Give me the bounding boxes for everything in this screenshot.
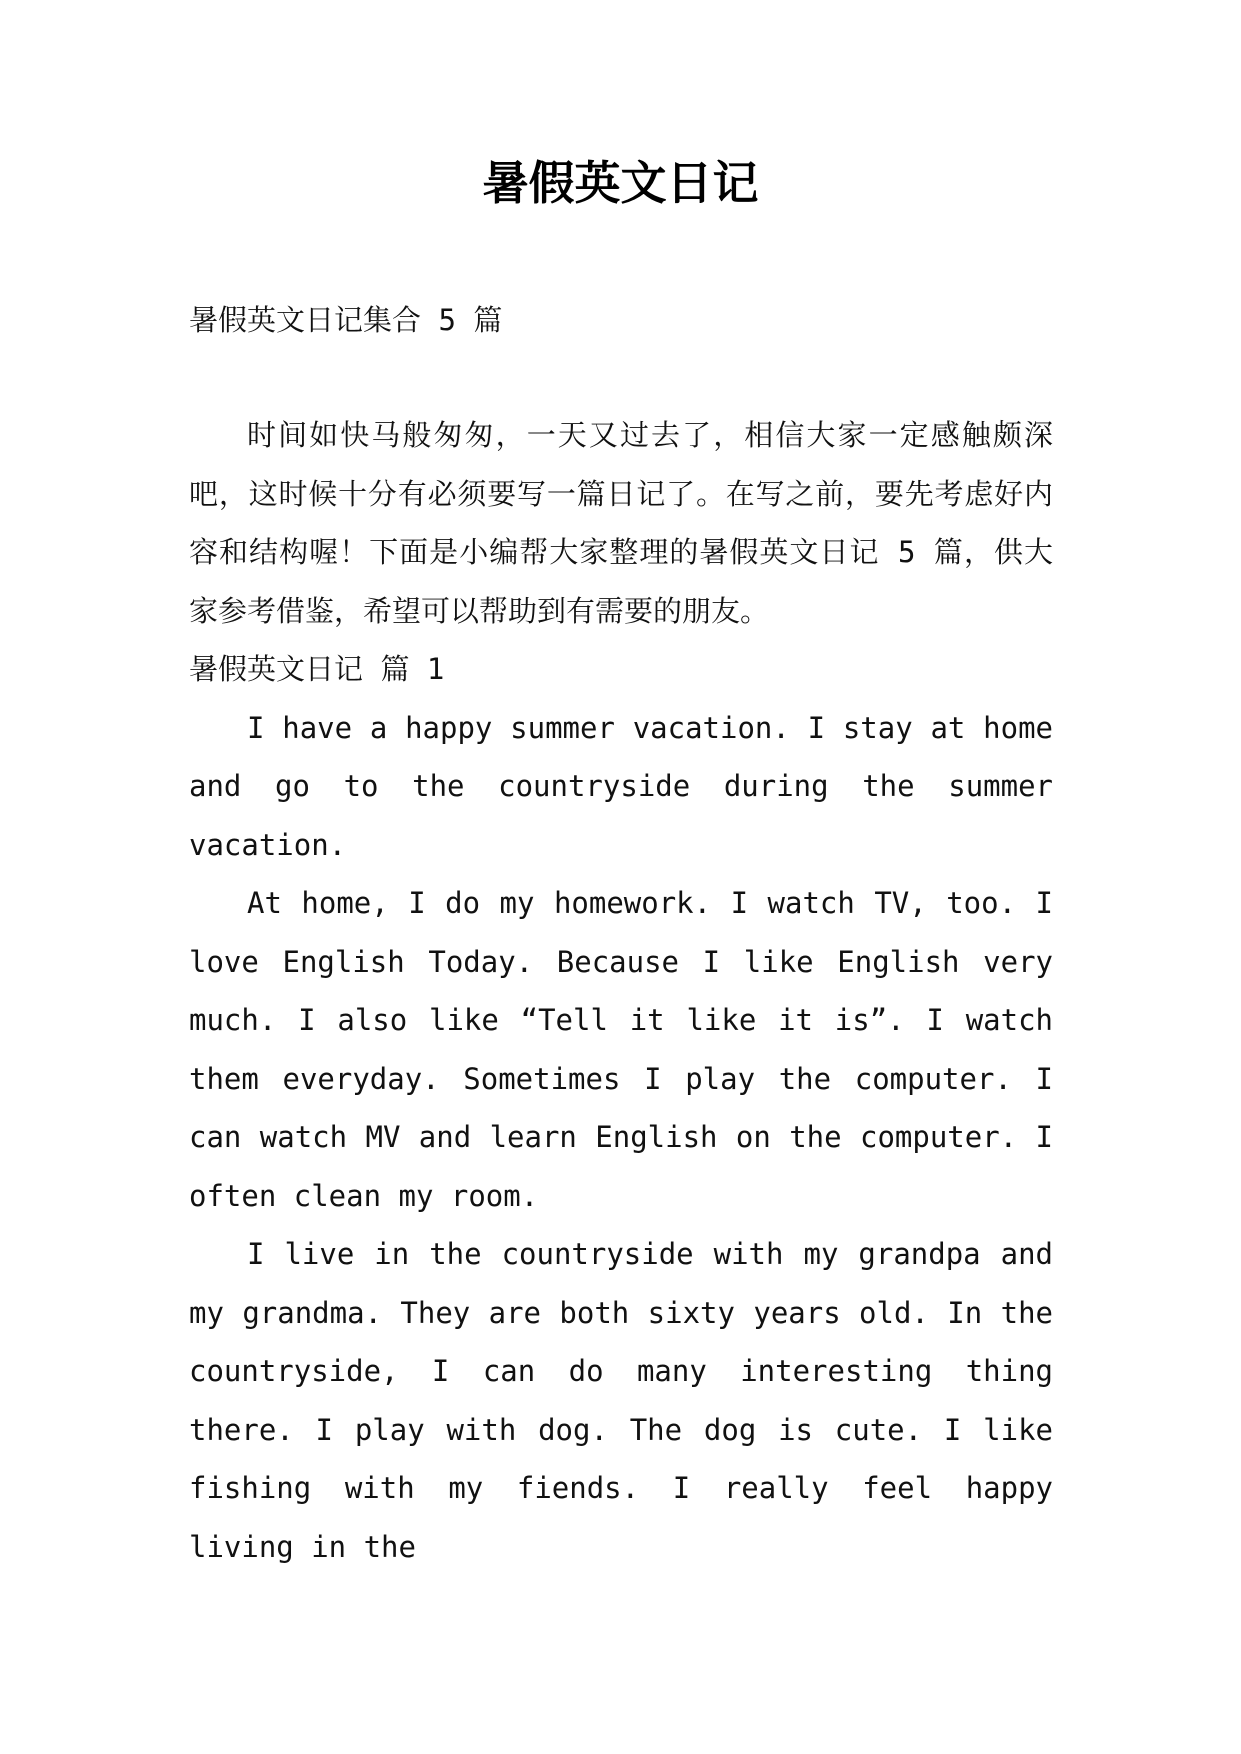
document-title: 暑假英文日记	[482, 156, 759, 210]
body-paragraph-3: I live in the countryside with my grandpa and my grandma. They are both sixty years old. In the countryside, I can do many interesting thing there. I play with dog. The dog is cute. I like fishing with my fiends. I really feel happy living in the	[189, 1237, 1053, 1564]
body-paragraph-2: At home, I do my homework. I watch TV, too. I love English Today. Because I like English very much. I also like “Tell it like it is”. I watch them everyday. Sometimes I play the computer. I can watch MV and learn English on the computer. I often clean my room.	[189, 886, 1053, 1213]
intro-paragraph: 时间如快马般匆匆，一天又过去了，相信大家一定感触颇深吧，这时候十分有必须要写一篇日记了。在写之前，要先考虑好内容和结构喔！下面是小编帮大家整理的暑假英文日记 5 篇，供大家参考借鉴，希望可以帮助到有需要的朋友。	[189, 418, 1053, 628]
body-paragraph-1: I have a happy summer vacation. I stay at home and go to the countryside during the summer vacation.	[189, 710, 1053, 862]
section-heading: 暑假英文日记 篇 1	[189, 652, 445, 686]
document-body	[189, 406, 1053, 1576]
document-subtitle: 暑假英文日记集合 5 篇	[189, 303, 503, 337]
